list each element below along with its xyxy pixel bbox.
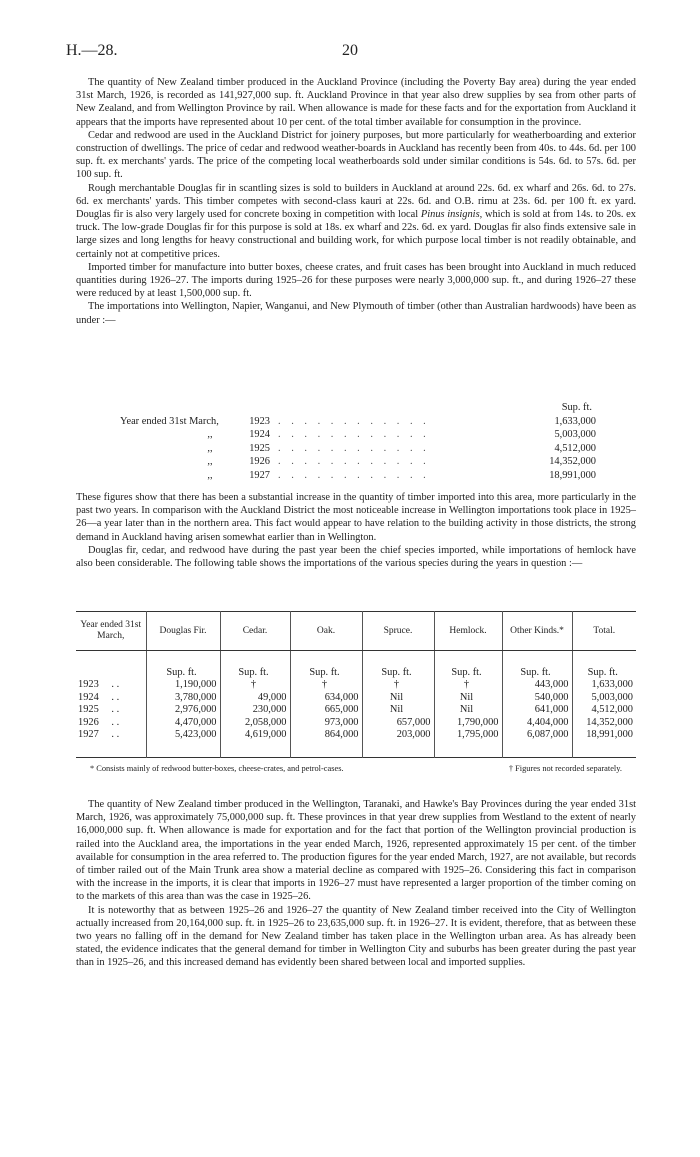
table-cell: 1,633,000	[572, 679, 636, 691]
table-cell: †	[290, 679, 362, 691]
column-header: Total.	[572, 612, 636, 651]
ditto-mark: ,,	[207, 442, 213, 454]
table-cell: Nil	[362, 704, 434, 716]
table-cell: 2,058,000	[220, 717, 290, 729]
year-cell: 1924	[78, 691, 99, 703]
table-cell: †	[362, 679, 434, 691]
imports-row	[120, 469, 596, 483]
unit-label: Sup. ft.	[362, 651, 434, 680]
upper-text-block	[76, 76, 636, 327]
year-cell: 1925	[78, 704, 99, 716]
table-cell: 5,423,000	[146, 729, 220, 758]
species-table	[76, 611, 636, 758]
table-cell: Nil	[434, 692, 502, 704]
table-cell: 540,000	[502, 692, 572, 704]
column-header: Other Kinds.*	[502, 612, 572, 651]
imports-value: 18,991,000	[549, 469, 596, 481]
table-cell: Nil	[362, 692, 434, 704]
table-cell: 4,512,000	[572, 704, 636, 716]
leader-dots: . .	[111, 679, 120, 691]
paragraph-text: which is sold at from 14s. to 20s. ex truck. The low-grade Douglas fir for this purpose is sold at 18s. ex wharf and 22s. 6d. ex yard. Douglas fir also finds extensive sale in large sizes and long lengths for heavy constructional and building work, for which purpose local timber is not readily obtainable, and certainly not at competitive prices.	[76, 209, 636, 260]
imports-row-label: Year ended 31st March,	[120, 415, 219, 427]
leader-dots: . . . . . . . . . . . .	[278, 456, 430, 468]
ditto-mark: ,,	[207, 456, 213, 468]
leader-dots: . . . . . . . . . . . .	[278, 415, 430, 427]
imports-year: 1927	[249, 469, 270, 481]
imports-value: 4,512,000	[554, 442, 596, 454]
table-cell: 443,000	[502, 679, 572, 691]
table-header-row	[76, 612, 636, 651]
table-row	[76, 717, 636, 729]
table-cell: 1,795,000	[434, 729, 502, 758]
table-cell: †	[220, 679, 290, 691]
table-cell: 4,619,000	[220, 729, 290, 758]
units-row	[76, 651, 636, 680]
year-cell: 1927	[78, 729, 99, 741]
imports-value: 5,003,000	[554, 429, 596, 441]
table-row	[76, 729, 636, 758]
species-name: Pinus insignis,	[420, 209, 483, 221]
imports-value: 14,352,000	[549, 456, 596, 468]
table-cell: †	[434, 679, 502, 691]
middle-text-block	[76, 491, 636, 570]
table-cell: 634,000	[290, 692, 362, 704]
leader-dots: . .	[111, 729, 120, 741]
ditto-mark: ,,	[207, 429, 213, 441]
table-row	[76, 679, 636, 691]
page-number: 20	[342, 42, 358, 59]
table-cell: 203,000	[362, 729, 434, 758]
column-header: Hemlock.	[434, 612, 502, 651]
paragraph: The quantity of New Zealand timber produced in the Auckland Province (including the Poverty Bay area) during the year ended 31st March, 1926, is recorded as 141,927,000 sup. ft. Auckland Province in that year also drew supplies by sea from other parts of New Zealand, and from Wellington Province by rail. When allowance is made for these facts and for the exportation from Auckland it appears that the imports have represented about 10 per cent. of the total timber available for consumption in the province.	[76, 77, 636, 128]
table-cell: 49,000	[220, 692, 290, 704]
ditto-mark: ,,	[207, 469, 213, 481]
unit-label: Sup. ft.	[290, 651, 362, 680]
table-cell: Nil	[434, 704, 502, 716]
unit-label: Sup. ft.	[220, 651, 290, 680]
paragraph: Cedar and redwood are used in the Auckland District for joinery purposes, but more particularly for weatherboarding and exterior construction of dwellings. The price of cedar and redwood weather-boards in Auckland has recently been from 40s. to 44s. 6d. per 100 sup. ft. ex merchants' yards. The price of the competing local weatherboards sold under similar conditions is 54s. 6d. to 57s. 6d. per 100 sup. ft.	[76, 129, 636, 181]
table-cell: 14,352,000	[572, 717, 636, 729]
imports-list	[120, 401, 596, 483]
leader-dots: . . . . . . . . . . . .	[278, 442, 430, 454]
document-code: H.—28.	[66, 42, 118, 59]
paragraph: It is noteworthy that as between 1925–26 and 1926–27 the quantity of New Zealand timber received into the City of Wellington actually increased from 20,164,000 sup. ft. in 1925–26 to 23,635,000 sup. ft. in 1926–27. It is evident, therefore, that as between these two years no falling off in the demand for New Zealand timber has taken place in the Wellington urban area. As has already been stated, the evidence indicates that the general demand for timber in Wellington City and suburbs has been greater during the past year than in 1925–26, and this increased demand has evidently been shared between local and imported supplies.	[76, 904, 636, 969]
imports-year: 1926	[249, 456, 270, 468]
table-row	[76, 704, 636, 716]
table-footnotes	[76, 764, 636, 773]
table-cell: 1,190,000	[146, 679, 220, 691]
table-cell: 18,991,000	[572, 729, 636, 758]
table-cell: 3,780,000	[146, 692, 220, 704]
table-cell: 4,404,000	[502, 717, 572, 729]
paragraph: Imported timber for manufacture into butter boxes, cheese crates, and fruit cases has been brought into Auckland in much reduced quantities during 1926–27. The imports during 1925–26 for these purposes were nearly 3,000,000 sup. ft., and during 1926–27 these were reduced by at least 1,500,000 sup. ft.	[76, 261, 636, 300]
footnote-star: * Consists mainly of redwood butter-boxes, cheese-crates, and petrol-cases.	[90, 764, 344, 773]
column-header: Oak.	[290, 612, 362, 651]
leader-dots: . . . . . . . . . . . .	[278, 469, 430, 481]
table-cell: 5,003,000	[572, 692, 636, 704]
unit-label: Sup. ft.	[502, 651, 572, 680]
paragraph: Douglas fir, cedar, and redwood have during the past year been the chief species imported, while importations of hemlock have also been considerable. The following table shows the importations of the various species during the years in question :—	[76, 544, 636, 570]
column-header: Cedar.	[220, 612, 290, 651]
unit-label: Sup. ft.	[146, 651, 220, 680]
imports-row	[120, 415, 596, 429]
unit-label: Sup. ft.	[572, 651, 636, 680]
imports-value: 1,633,000	[554, 415, 596, 427]
paragraph: The importations into Wellington, Napier, Wanganui, and New Plymouth of timber (other than Australian hardwoods) have been as under :—	[76, 301, 636, 326]
imports-row	[120, 442, 596, 456]
column-header: Year ended 31st March,	[76, 612, 146, 651]
imports-row	[120, 455, 596, 469]
column-header: Douglas Fir.	[146, 612, 220, 651]
lower-text-block	[76, 798, 636, 970]
year-cell: 1923	[78, 679, 99, 691]
leader-dots: . .	[111, 691, 120, 703]
year-cell: 1926	[78, 716, 99, 728]
imports-unit: Sup. ft.	[561, 402, 592, 413]
table-cell: 973,000	[290, 717, 362, 729]
imports-row	[120, 428, 596, 442]
table-cell: 230,000	[220, 704, 290, 716]
column-header: Spruce.	[362, 612, 434, 651]
table-cell: 665,000	[290, 704, 362, 716]
footnote-dagger: † Figures not recorded separately.	[508, 764, 622, 773]
table-cell: 4,470,000	[146, 717, 220, 729]
paragraph: The quantity of New Zealand timber produced in the Wellington, Taranaki, and Hawke's Bay Provinces during the year ended 31st March, 1926, was approximately 75,000,000 sup. ft. These provinces in that year drew supplies from Westland to the extent of nearly 16,000,000 sup. ft. When allowance is made for exportation and for the fact that portion of the Wellington provincial production is railed into the Auckland area, the importations in the year ended March, 1926, represented approximately 15 per cent. of the timber available for consumption in the area referred to. The production figures for the year ended March, 1927, are not available, but records of timber railed out of the Main Trunk area show a material decline as compared with 1925–26. Considering this fact in comparison with the increase in the imports, it is clear that imports in 1926–27 must have represented a larger proportion of the timber coming on to the markets of this area than was the case in 1925–26.	[76, 799, 636, 903]
imports-year: 1925	[249, 442, 270, 454]
leader-dots: . . . . . . . . . . . .	[278, 429, 430, 441]
table-row	[76, 692, 636, 704]
paragraph	[76, 182, 636, 261]
table-cell: 6,087,000	[502, 729, 572, 758]
paragraph-text: Rough merchantable Douglas fir in scantling sizes is sold to builders in Auckland at around 22s. 6d. ex wharf and 26s. 6d. to 27s. 6d. ex merchants' yards. This timber competes with second-class kauri at 22s. 6d. and O.B. rimu at 23s. 6d. per 100 ft. ex yard. Douglas fir is also very largely used for concrete boxing in competition with local	[76, 182, 636, 221]
table-cell: 641,000	[502, 704, 572, 716]
leader-dots: . .	[111, 704, 120, 716]
imports-year: 1923	[249, 415, 270, 427]
table-cell: 657,000	[362, 717, 434, 729]
paragraph: These figures show that there has been a substantial increase in the quantity of timber imported into this area, more particularly in the past two years. In comparison with the Auckland District the most noticeable increase in Wellington importations took place in 1925–26—a year later than in the northern area. This fact would appear to have relation to the building activity in those districts, the strong demand in Auckland having arisen somewhat earlier than in Wellington.	[76, 492, 636, 543]
unit-label: Sup. ft.	[434, 651, 502, 680]
imports-year: 1924	[249, 429, 270, 441]
table-cell: 2,976,000	[146, 704, 220, 716]
table-cell: 1,790,000	[434, 717, 502, 729]
table-cell: 864,000	[290, 729, 362, 758]
leader-dots: . .	[111, 716, 120, 728]
